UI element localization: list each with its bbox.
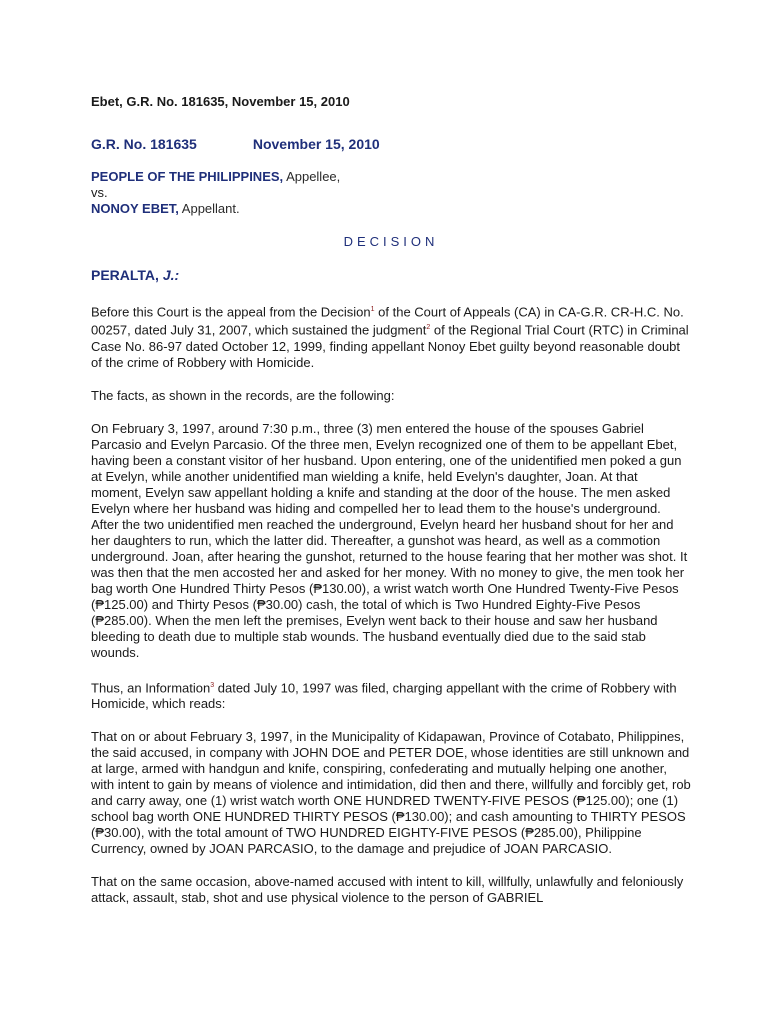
paragraph-facts-intro: The facts, as shown in the records, are the following: [91,387,395,403]
decision-title: DECISION [343,234,439,249]
ponente-name: PERALTA, [91,267,159,283]
paragraph-information [91,678,691,712]
versus-text: vs. [91,185,108,200]
appellee-role: Appellee, [286,169,341,184]
gr-number: G.R. No. 181635 [91,136,197,152]
paragraph-information-text-1: That on or about February 3, 1997, in the Municipality of Kidapawan, Province of Cotabato, Philippines, the said accused, in company with JOHN DOE and PETER DOE, whose identities are still unknown and at large, armed with handgun and knife, conspiring, confederating and mutually helping one another, with intent to gain by means of violence and intimidation, did then and there, willfully and forcibly get, rob and carry away, one (1) wrist watch worth ONE HUNDRED TWENTY-FIVE PESOS (₱125.00); one (1) school bag worth ONE HUNDRED THIRTY PESOS (₱130.00); and cash amounting to THIRTY PESOS (₱30.00), with the total amount of TWO HUNDRED EIGHTY-FIVE PESOS (₱285.00), Philippine Currency, owned by JOAN PARCASIO, to the damage and prejudice of JOAN PARCASIO. [91,728,691,856]
case-parties [91,169,691,217]
footnote-link-3[interactable]: 3 [210,681,215,689]
document-body [91,94,691,923]
paragraph-text: Thus, an Information [91,679,211,695]
paragraph-text: of the Court of Appeals (CA) in CA-G.R. CR-H.C. No. 00257, dated July 31, 2007, which sustained the judgment [91,304,684,338]
case-date: November 15, 2010 [252,136,380,152]
footnote-link-1[interactable]: 1 [370,306,375,313]
paragraph-text: dated July 10, 1997 was filed, charging appellant with the crime of Robbery with Homicide, which reads: [91,679,677,711]
appellant-line [91,201,691,217]
ponente [91,267,691,284]
appellee-name: PEOPLE OF THE PHILIPPINES, [91,169,284,184]
paragraph-facts: On February 3, 1997, around 7:30 p.m., three (3) men entered the house of the spouses Gabriel Parcasio and Evelyn Parcasio. Of the three men, Evelyn recognized one of them to be appellant Ebet, having been a constant visitor of her husband. Upon entering, one of the unidentified men poked a gun at Evelyn, while another unidentified man wielding a knife, held Evelyn's daughter, Joan. At that moment, Evelyn saw appellant holding a knife and standing at the door of the house. The men asked Evelyn where her husband was hiding and compelled her to lead them to the house's underground. After the two unidentified men reached the underground, Evelyn heard her husband shout for her and her daughters to run, which the latter did. Thereafter, a gunshot was heard, as well as a commotion underground. Joan, after hearing the gunshot, returned to the house fearing that her mother was shot. It was then that the men accosted her and asked for her money. With no money to give, the men took her bag worth One Hundred Thirty Pesos (₱130.00), a wrist watch worth One Hundred Twenty-Five Pesos (₱125.00) and Thirty Pesos (₱30.00) cash, the total of which is Two Hundred Eighty-Five Pesos (₱285.00). When the men left the premises, Evelyn went back to their house and saw her husband bleeding to death due to multiple stab wounds. The husband eventually died due to the said stab wounds. [91,420,688,660]
appellant-name: NONOY EBET, [91,201,179,216]
case-citation: Ebet, G.R. No. 181635, November 15, 2010 [91,94,350,109]
footnote-link-2[interactable]: 2 [426,324,431,332]
appellant-role: Appellant. [181,201,240,216]
case-number-line [91,136,691,153]
paragraph-text: Before this Court is the appeal from the Decision [91,304,371,320]
paragraph-intro [91,302,691,371]
paragraph-information-text-2: That on the same occasion, above-named accused with intent to kill, willfully, unlawfully and feloniously attack, assault, stab, shot and use physical violence to the person of GABRIEL [91,873,684,905]
ponente-title: J.: [162,267,180,283]
paragraph-text: of the Regional Trial Court (RTC) in Criminal Case No. 86-97 dated October 12, 1999, finding appellant Nonoy Ebet guilty beyond reasonable doubt of the crime of Robbery with Homicide. [91,322,689,370]
appellee-line [91,169,691,185]
